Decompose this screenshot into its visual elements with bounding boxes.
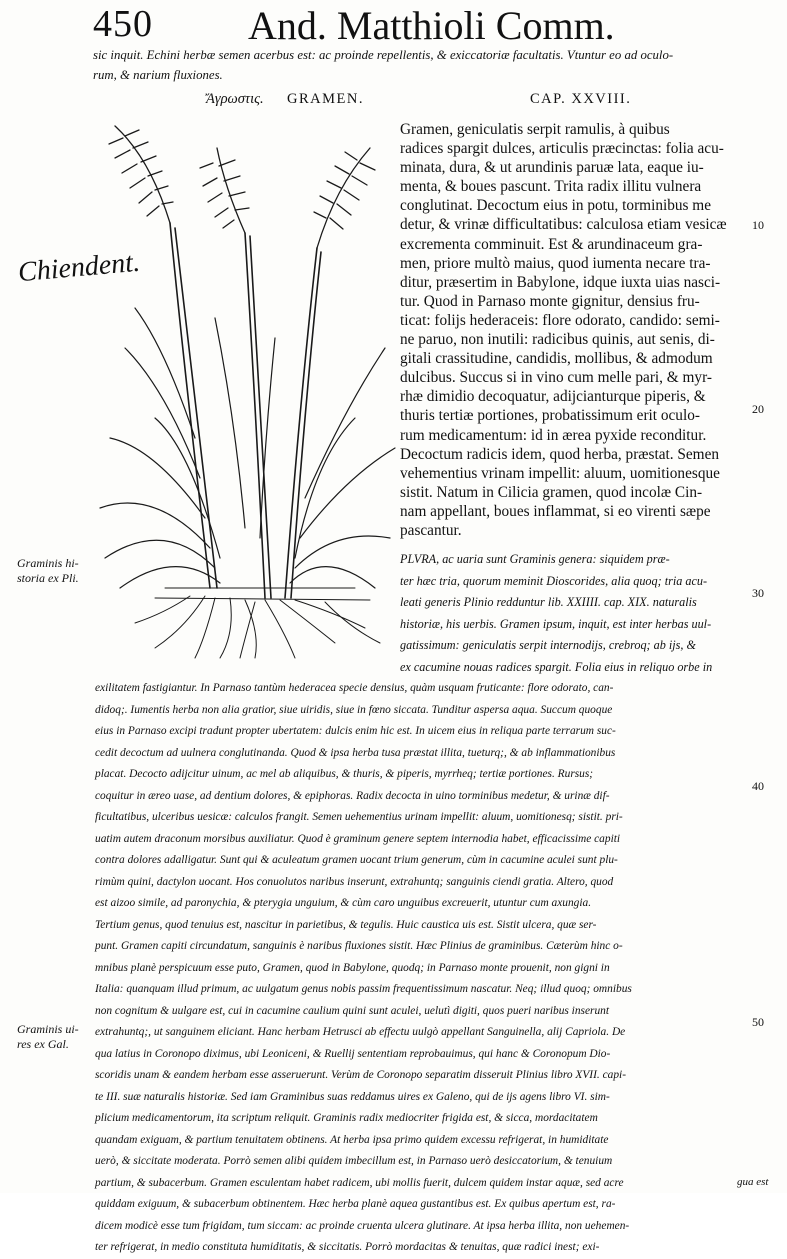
main-text-line: dulcibus. Succus si in vino cum melle pari, & myr- xyxy=(400,369,712,387)
main-text-line: thuris tertiæ portiones, probatissimum erit oculo- xyxy=(400,407,700,425)
commentary-line: rimùm quini, dactylon uocant. Hos conuolutos naribus inserunt, extrahuntq; sanguinis ciendi gratia. Altero, quod xyxy=(95,875,614,888)
main-text-line: minata, dura, & ut arundinis paruæ lata, eaque iu- xyxy=(400,159,704,177)
main-text-line: ticat: folijs hederaceis: flore odorato, candido: semi- xyxy=(400,311,720,329)
main-text-line: sistit. Natum in Cilicia gramen, quod incolæ Cin- xyxy=(400,483,703,501)
main-text-line: nam appellant, boues inflammat, si eo virenti sæpe xyxy=(400,502,711,520)
commentary-line: exilitatem fastigiantur. In Parnaso tantùm hederacea specie densius, quàm usquam fruticante: flore odorato, can- xyxy=(95,682,614,694)
commentary-line: leati generis Plinio redduntur lib. XXIIII. cap. XIX. naturalis xyxy=(400,595,697,609)
main-text-line: vehementius vrinam impellit: aluum, uomitionesque xyxy=(400,464,720,482)
commentary-line: quiddam exiguum, & subacerbum obtinentem. Hæc herba planè aquea gustantibus est. Ex quibus apertum est, ra- xyxy=(95,1198,616,1210)
commentary-line: Italia: quanquam illud primum, ac uulgatum genus nobis passim frequentissimum nascatur. Neq; illud quoq; omnibus xyxy=(95,983,632,995)
margin-note-line: storia ex Pli. xyxy=(17,571,79,585)
main-text-line: ne paruo, non inutili: radicibus quinis, aut senis, di- xyxy=(400,331,715,349)
main-text-line: detur, & vrinæ difficultatibus: calculosa etiam vesicæ xyxy=(400,216,727,234)
gramen-woodcut-illustration xyxy=(95,118,400,663)
commentary-line: partium, & subacerbum. Gramen esculentam habet radicem, ubi mollis fuerit, dulcem quidem instar aquæ, sed acre xyxy=(95,1176,624,1189)
commentary-line: est aizoo simile, ad paronychia, & pterygia unguium, & cùm caro unguibus excreuerit, utuntur cum axungia. xyxy=(95,897,592,909)
main-text-line: men, priore multò maius, quod iumenta necare tra- xyxy=(400,254,711,272)
commentary-line: Tertium genus, quod tenuius est, nascitur in parietibus, & tegulis. Huic caustica uis est. Sistit ulcera, quæ ser- xyxy=(95,918,597,931)
commentary-line: ex cacumine nouas radices spargit. Folia eius in reliquo orbe in xyxy=(400,659,713,674)
main-text-line: excrementa comminuit. Est & arundinaceum gra- xyxy=(400,235,703,253)
commentary-line: non cognitum & uulgare est, cui in cacumine caulium quini sunt aculei, uelutì digiti, quos pueri naribus inserunt xyxy=(95,1004,610,1017)
margin-note-galen xyxy=(17,1022,79,1052)
main-text-line: rum medicamentum: id in ærea pyxide reconditur. xyxy=(400,426,707,444)
commentary-line: placat. Decocto adijcitur uinum, ac mel ab aliquibus, & thuris, & piperis, myrrheq; tertiæ portiones. Rursus; xyxy=(95,768,594,780)
handwritten-note: Chiendent. xyxy=(16,246,142,289)
margin-note-line: res ex Gal. xyxy=(17,1037,69,1051)
intro-line-1: sic inquit. Echini herbæ semen acerbus est: ac proinde repellentis, & exiccatoriæ facultatis. Vtuntur eo ad oculo- xyxy=(93,48,674,62)
greek-name: Ἄγρωστις. xyxy=(206,91,264,107)
commentary-line: didoq;. Iumentis herba non alia gratior, siue uiridis, siue in fœno siccata. Tunditur aspersa aqua. Succum quoque xyxy=(95,703,613,716)
main-text-line: Decoctum radicis idem, quod herba, præstat. Semen xyxy=(400,445,720,463)
main-text-line: conglutinat. Decoctum eius in potu, torminibus me xyxy=(400,197,711,215)
main-text-line: menta, & boues pascunt. Trita radix illitu vulnera xyxy=(400,178,702,196)
commentary-full-width xyxy=(95,678,632,1259)
commentary-line: contra dolores adalligatur. Sunt qui & aculeatum gramen uocant trium generum, cùm in cacumine aculei sunt plu- xyxy=(95,854,618,866)
commentary-line: scoridis unam & eandem herbam esse asseruerunt. Verùm de Coronopo separatim disseruit Plinius libro XVII. capi- xyxy=(95,1069,626,1081)
commentary-line: extrahuntq;, ut sanguinem eliciant. Hanc herbam Hetrusci ab effectu uulgò appellant Sanguinella, alij Capriola. De xyxy=(95,1026,626,1038)
page-number: 450 xyxy=(93,3,153,45)
commentary-line: eius in Parnaso excipi tradunt propter ubertatem: dulcis enim hic est. In uicem eius in reliqua parte terrarum suc- xyxy=(95,725,616,737)
commentary-right-column xyxy=(400,549,712,678)
commentary-line: dicem modicè esse tum frigidam, tum siccam: ac proinde cruenta ulcera glutinare. At ipsa herba illita, non uehemen- xyxy=(95,1219,630,1232)
main-text-line: ditur, præsertim in Babylone, idque iuxta uias nasci- xyxy=(400,273,721,291)
main-text-line: pascantur. xyxy=(400,521,462,539)
margin-note-line: Graminis hi- xyxy=(17,556,79,570)
commentary-line: plicium medicamentorum, ita scriptum reliquit. Graminis radix mediocriter frigida est, & sicca, mordacitatem xyxy=(95,1112,598,1124)
commentary-line: punt. Gramen capiti circundatum, sanguinis è naribus fluxiones sistit. Hæc Plinius de graminibus. Cæterùm hinc o- xyxy=(95,940,623,952)
line-number: 40 xyxy=(752,779,764,793)
commentary-line: qua latius in Coronopo diximus, ubi Leoniceni, & Ruellij sententiam reprobauimus, qui hanc & Coronopum Dio- xyxy=(95,1047,611,1060)
main-text-line: radices spargit dulces, articulis præcinctas: folia acu- xyxy=(400,140,724,158)
intro-line-2: rum, & narium fluxiones. xyxy=(93,68,223,82)
line-number: 30 xyxy=(752,586,764,600)
margin-note-pliny xyxy=(17,556,79,586)
running-title: And. Matthioli Comm. xyxy=(248,3,615,48)
commentary-line: ficultatibus, ulceribus uesicæ: calculos frangit. Semen uehementius urinam impellit: aluum, uomitionesq; sistit. pri- xyxy=(95,811,623,823)
commentary-line: coquitur in æreo uase, ad dentium dolores, & epiphoras. Radix decocta in uino torminibus medetur, & urinæ dif- xyxy=(95,789,610,802)
commentary-line: mnibus planè perspicuum esse puto, Gramen, quod in Babylone, quodq; in Parnaso monte prouenit, non gigni in xyxy=(95,961,610,974)
main-text-line: Gramen, geniculatis serpit ramulis, à quibus xyxy=(400,121,670,138)
line-number: 20 xyxy=(752,402,764,416)
commentary-line: cedit decoctum ad uulnera conglutinanda. Quod & ipsa herba tusa præstat illita, tueturq;, & ab inflammationibus xyxy=(95,746,616,759)
line-number: 10 xyxy=(752,218,764,232)
chapter-number: CAP. XXVIII. xyxy=(530,91,632,107)
commentary-line: ter refrigerat, in medio constituta humiditatis, & siccitatis. Porrò mordacitas & tenuitas, quæ radici inest; exi- xyxy=(95,1241,600,1253)
main-text-column xyxy=(400,120,727,540)
commentary-line: uerò, & siccitate moderata. Porrò semen alibi quidem imbecillum est, in Parnaso uerò desiccatorium, & tenuium xyxy=(95,1155,613,1167)
main-text-line: tur. Quod in Parnaso monte gignitur, densius fru- xyxy=(400,292,700,310)
commentary-line: quandam exiguam, & partium tenuitatem obtinens. At herba ipsa primo quidem excessu refrigerat, in humiditate xyxy=(95,1133,609,1146)
commentary-line: ter hæc tria, quorum meminit Dioscorides, alia quoq; tria acu- xyxy=(400,573,708,588)
chapter-name: GRAMEN. xyxy=(287,91,364,107)
main-text-line: gitali crassitudine, candidis, mollibus, & admodum xyxy=(400,350,713,368)
commentary-line: gatissimum: geniculatis serpit internodijs, crebroq; ab ijs, & xyxy=(400,638,696,652)
commentary-line: te III. suæ naturalis historiæ. Sed iam Graminibus suas reddamus uires ex Galeno, qui de ijs agens libro VI. sim- xyxy=(95,1090,610,1103)
catchword: gua est xyxy=(737,1176,769,1188)
commentary-line: historiæ, his uerbis. Gramen ipsum, inquit, est inter herbas uul- xyxy=(400,616,712,631)
main-text-line: rhæ dimidio decoquatur, adijcianturque piperis, & xyxy=(400,388,706,406)
line-number: 50 xyxy=(752,1015,764,1029)
commentary-line: PLVRA, ac uaria sunt Graminis genera: siquidem præ- xyxy=(400,552,670,566)
margin-note-line: Graminis ui- xyxy=(17,1022,79,1036)
commentary-line: uatim autem draconum morsibus auxiliatur. Quod è graminum genere septem internodia habet, efficacissime capiti xyxy=(95,832,621,845)
